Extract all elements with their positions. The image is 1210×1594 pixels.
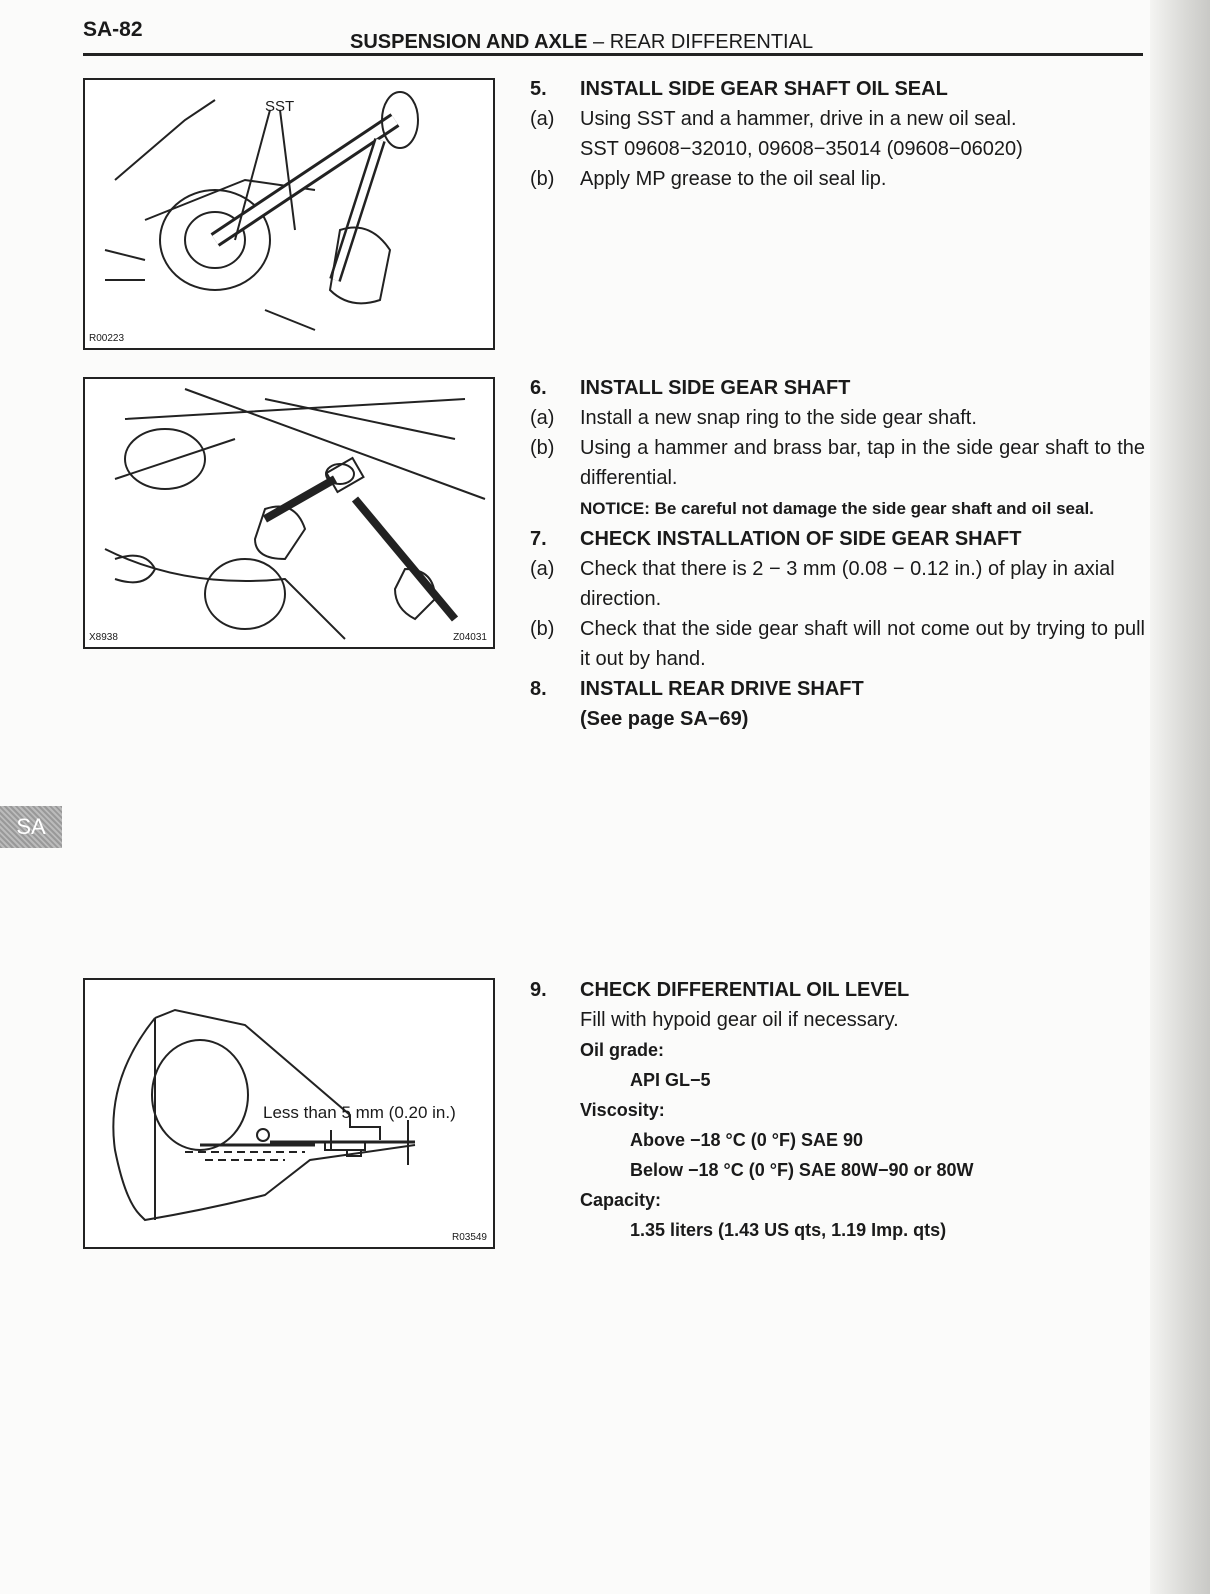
notice-text: NOTICE: Be careful not damage the side gear shaft and oil seal. (580, 499, 1094, 518)
step-number: 5. (530, 78, 547, 100)
capacity-value: 1.35 liters (1.43 US qts, 1.19 Imp. qts) (630, 1220, 947, 1240)
step-5 (530, 74, 1145, 194)
section-title: SUSPENSION AND AXLE (350, 31, 588, 53)
step-title-main: INSTALL REAR DRIVE SHAFT (580, 678, 864, 700)
item-mark: (b) (530, 437, 555, 459)
oil-grade-value: API GL−5 (630, 1070, 711, 1090)
step-number: 9. (530, 979, 547, 1001)
step-title: CHECK INSTALLATION OF SIDE GEAR SHAFT (580, 528, 1022, 550)
item-mark: (a) (530, 407, 555, 429)
item-text (580, 433, 1145, 524)
oil-grade-label: Oil grade: (580, 1040, 665, 1060)
page-reference: (See page SA−69) (580, 708, 749, 730)
item-mark: (a) (530, 108, 555, 130)
figure-code: R03549 (451, 1232, 487, 1243)
separator: – (593, 31, 605, 53)
item-text: Check that there is 2 − 3 mm (0.08 − 0.12 in.) of play in axial direction. (580, 558, 1115, 610)
figure-code-right: Z04031 (453, 632, 487, 643)
scan-page-edge (1150, 0, 1210, 1594)
side-gear-shaft-illustration (85, 379, 493, 647)
sst-label: SST (265, 98, 295, 115)
step-title: INSTALL SIDE GEAR SHAFT OIL SEAL (580, 78, 948, 100)
step-text: Fill with hypoid gear oil if necessary. (580, 1009, 899, 1031)
oil-level-callout: Less than 5 mm (0.20 in.) (263, 1103, 456, 1122)
step-title: CHECK DIFFERENTIAL OIL LEVEL (580, 979, 910, 1001)
item-text: Check that the side gear shaft will not come out by trying to pull it out by hand. (580, 618, 1145, 670)
sst-numbers: SST 09608−32010, 09608−35014 (09608−06020) (580, 138, 1023, 160)
subsection-title: REAR DIFFERENTIAL (609, 31, 814, 53)
page-number: SA-82 (83, 18, 143, 41)
figure-oil-level (83, 978, 495, 1249)
item-mark: (b) (530, 618, 555, 640)
oil-seal-illustration (85, 80, 493, 348)
viscosity-above: Above −18 °C (0 °F) SAE 90 (630, 1130, 863, 1150)
item-text-main: Using a hammer and brass bar, tap in the side gear shaft to the differential. (580, 437, 1145, 489)
item-text (580, 104, 1145, 164)
step-title (580, 674, 1145, 734)
viscosity-below: Below −18 °C (0 °F) SAE 80W−90 or 80W (630, 1160, 974, 1180)
steps-6-8 (530, 373, 1145, 734)
section-tab: SA (0, 806, 62, 848)
item-text: Apply MP grease to the oil seal lip. (580, 168, 887, 190)
step-9 (530, 975, 1145, 1245)
figure-side-gear-shaft (83, 377, 495, 649)
item-mark: (b) (530, 168, 555, 190)
step-number: 6. (530, 377, 547, 399)
capacity-label: Capacity: (580, 1190, 662, 1210)
figure-code: R00223 (89, 333, 125, 344)
header-rule (83, 53, 1143, 56)
viscosity-label: Viscosity: (580, 1100, 665, 1120)
item-text-main: Using SST and a hammer, drive in a new oil seal. (580, 108, 1017, 130)
item-text: Install a new snap ring to the side gear shaft. (580, 407, 977, 429)
figure-code-left: X8938 (89, 632, 118, 643)
step-title: INSTALL SIDE GEAR SHAFT (580, 377, 851, 399)
figure-oil-seal-install (83, 78, 495, 350)
running-header (350, 31, 813, 54)
item-mark: (a) (530, 558, 555, 580)
step-number: 7. (530, 528, 547, 550)
step-number: 8. (530, 678, 547, 700)
